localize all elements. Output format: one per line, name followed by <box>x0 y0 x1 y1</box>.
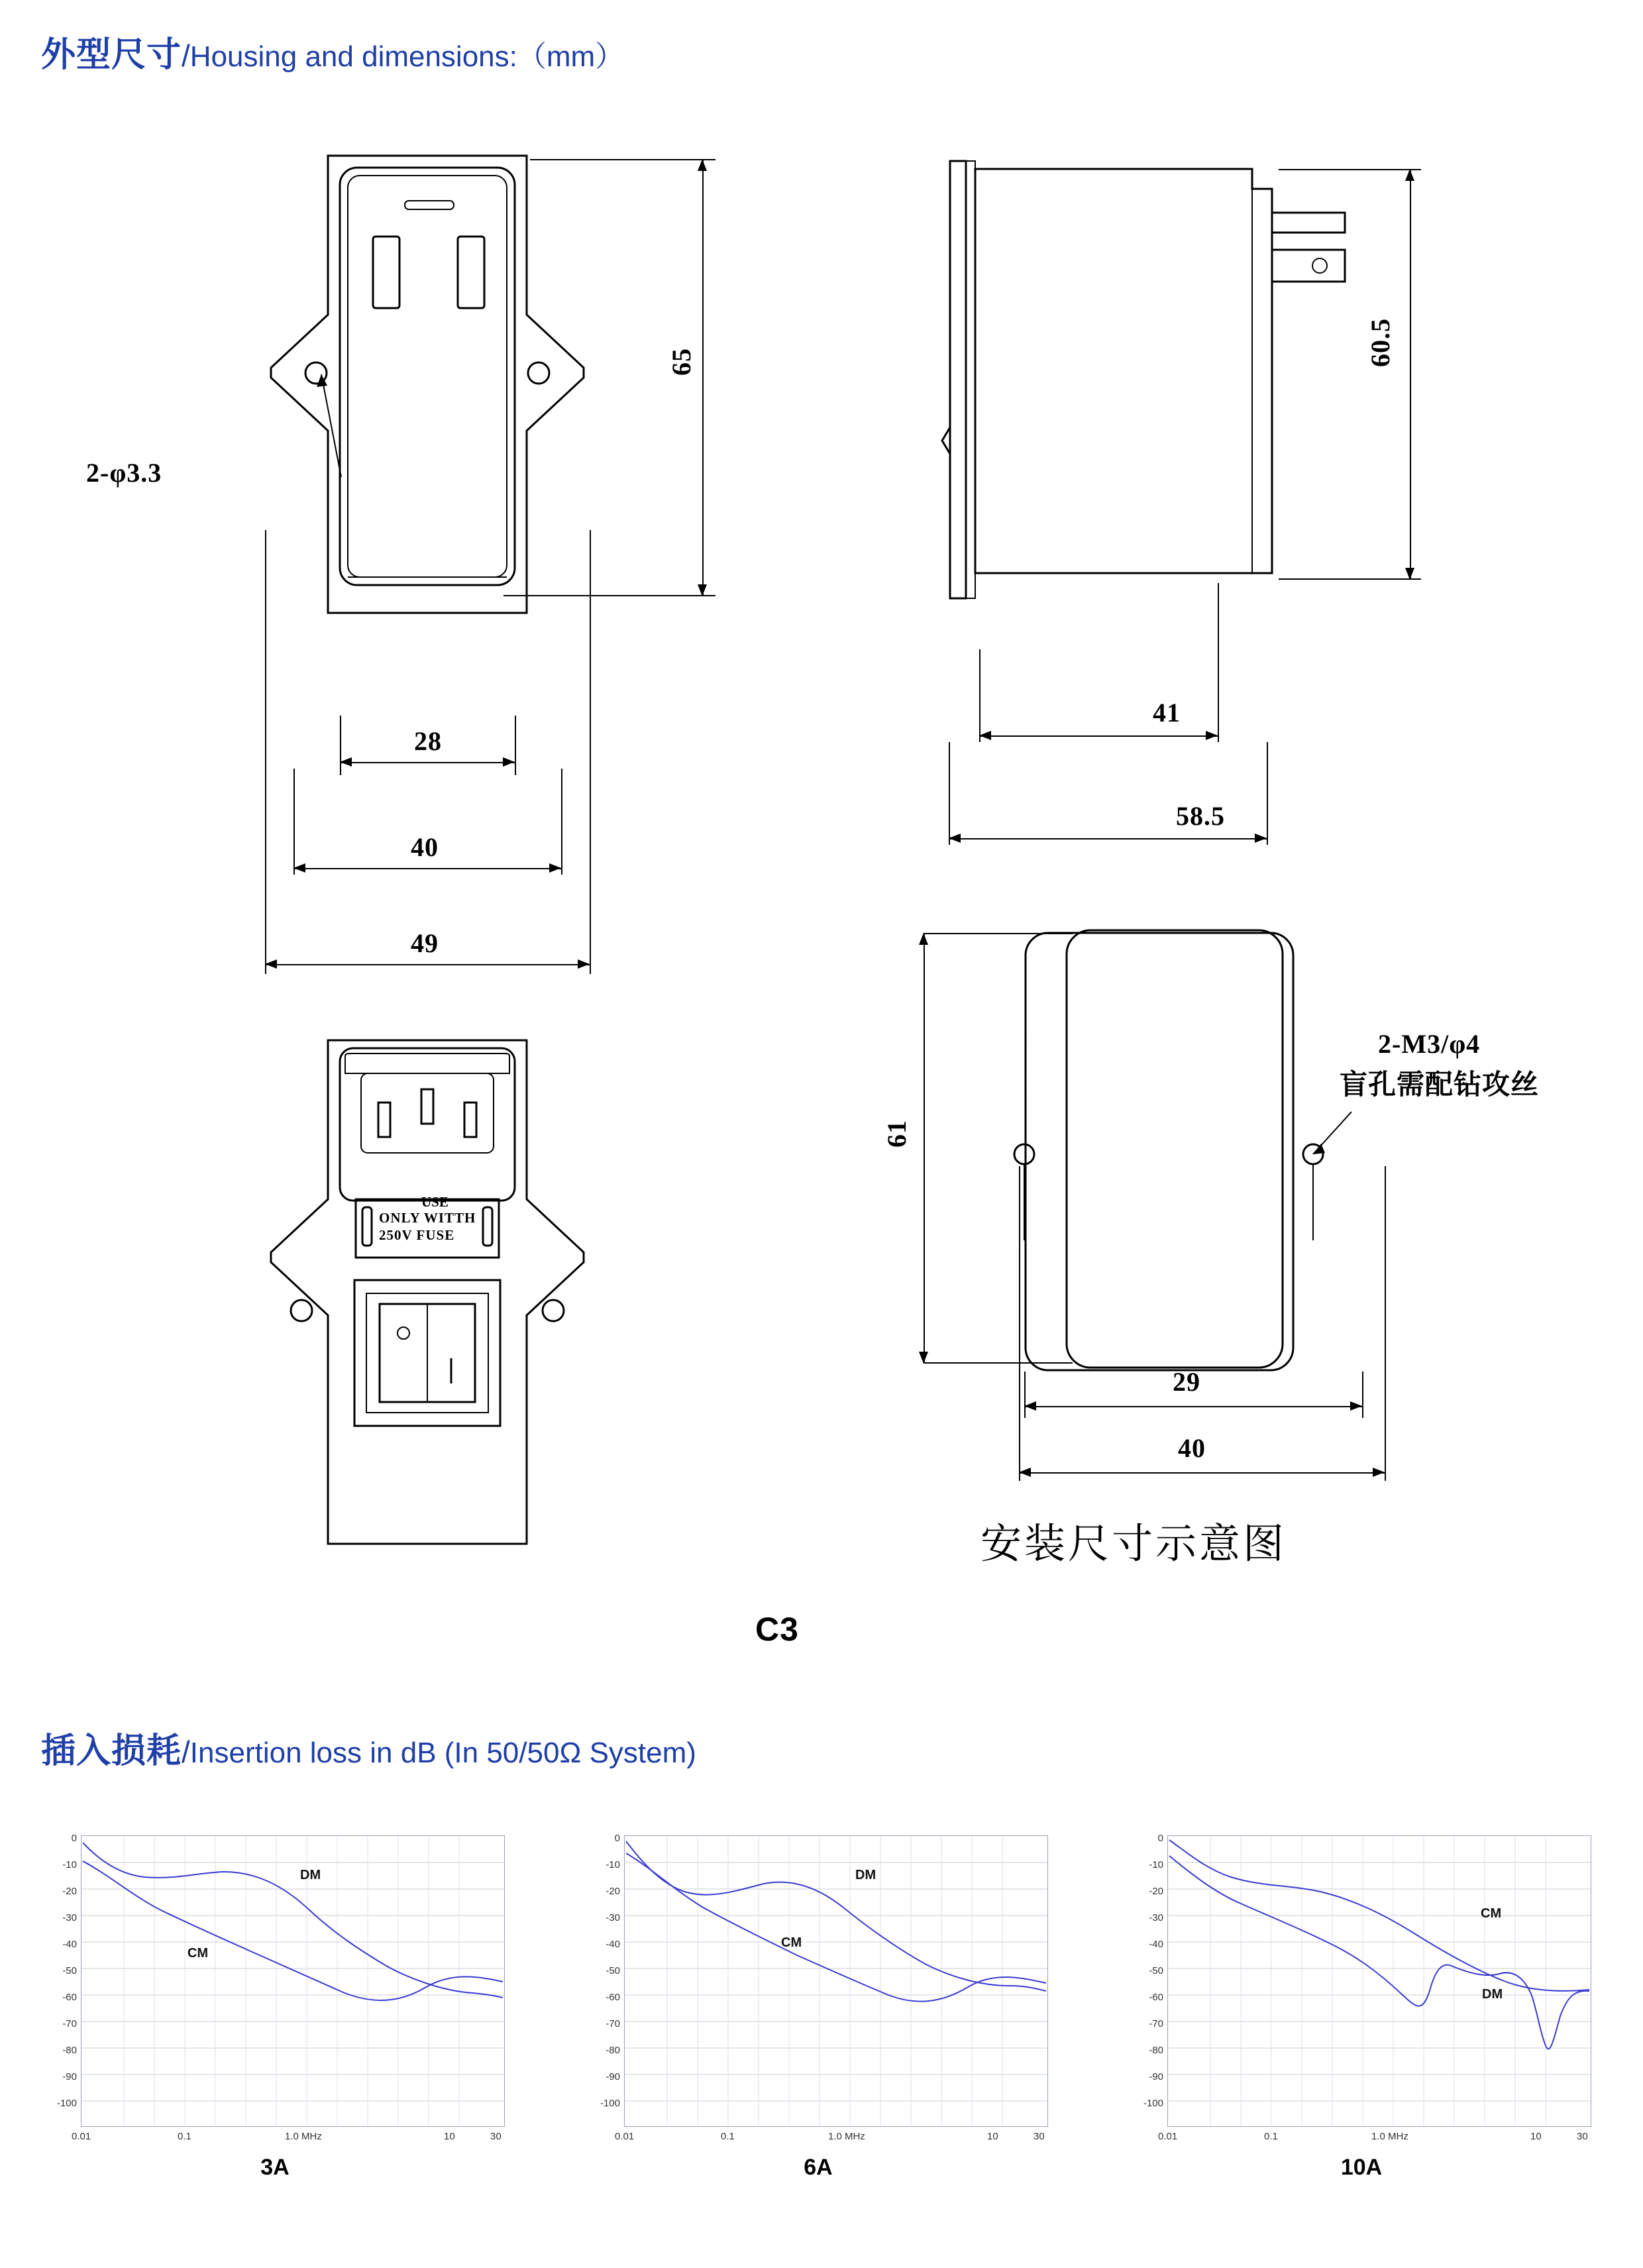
chart-series-label-dm-3a: DM <box>300 1868 321 1882</box>
fuse-label-line2: ONLY WITTH <box>379 1210 476 1226</box>
chart-xtick-1-10a: 0.1 <box>1264 2131 1278 2142</box>
chart-ytick-6-3a: -60 <box>62 1992 77 2003</box>
chart-ytick-2-10a: -20 <box>1149 1886 1163 1897</box>
chart-ytick-1-3a: -10 <box>62 1859 77 1870</box>
chart-ytick-2-3a: -20 <box>62 1886 77 1897</box>
chart-xtick-0-10a: 0.01 <box>1158 2131 1178 2142</box>
chart-ytick-7-3a: -70 <box>62 2018 77 2029</box>
chart-xtick-1-6a: 0.1 <box>721 2131 735 2142</box>
chart-caption-6a: 6A <box>804 2155 833 2180</box>
chart-xtick-2-6a: 1.0 MHz <box>828 2131 865 2142</box>
chart-ytick-7-6a: -70 <box>606 2018 620 2029</box>
chart-ytick-10-6a: -100 <box>600 2098 620 2109</box>
chart-ytick-10-3a: -100 <box>56 2098 77 2109</box>
side-view-dim-58-5: 58.5 <box>1176 801 1225 831</box>
chart-ytick-3-6a: -30 <box>606 1912 620 1923</box>
chart-ytick-9-6a: -90 <box>606 2071 620 2082</box>
chart-svg-10a <box>1168 1836 1591 2126</box>
mounting-note-line2: 盲孔需配钻攻丝 <box>1340 1070 1540 1101</box>
connector-face-outline <box>262 1034 593 1550</box>
chart-ytick-8-6a: -80 <box>606 2045 620 2056</box>
chart-ytick-3-10a: -30 <box>1149 1912 1163 1923</box>
chart-ytick-6-6a: -60 <box>606 1992 620 2003</box>
chart-xtick-3-3a: 10 <box>444 2131 455 2142</box>
section-heading-dimensions-sep: / <box>182 38 190 73</box>
chart-ytick-4-10a: -40 <box>1149 1939 1163 1950</box>
front-view-dim-65: 65 <box>666 348 696 376</box>
chart-ytick-8-3a: -80 <box>62 2045 77 2056</box>
mounting-dim-29: 29 <box>1173 1367 1200 1397</box>
front-view-dim-28: 28 <box>414 726 442 756</box>
chart-xtick-1-3a: 0.1 <box>178 2131 191 2142</box>
chart-xtick-4-3a: 30 <box>490 2131 502 2142</box>
chart-series-label-dm-6a: DM <box>855 1868 876 1882</box>
section-heading-loss-en: Insertion loss in dB (In 50/50Ω System) <box>189 1737 696 1769</box>
chart-plot-area-6a <box>624 1835 1048 2127</box>
mounting-dim-61: 61 <box>882 1120 912 1148</box>
chart-xtick-2-10a: 1.0 MHz <box>1371 2131 1408 2142</box>
chart-xtick-0-6a: 0.01 <box>615 2131 635 2142</box>
chart-xtick-2-3a: 1.0 MHz <box>285 2131 322 2142</box>
chart-xtick-4-6a: 30 <box>1034 2131 1045 2142</box>
chart-ytick-2-6a: -20 <box>606 1886 620 1897</box>
fuse-label-line3: 250V FUSE <box>379 1227 455 1243</box>
model-label: C3 <box>755 1611 799 1648</box>
fuse-label-line1: USE <box>421 1194 449 1210</box>
front-view-hole-note: 2-φ3.3 <box>86 458 162 488</box>
mounting-note-line1: 2-M3/φ4 <box>1378 1029 1481 1059</box>
section-heading-dimensions-en: Housing and dimensions:（mm） <box>189 40 625 73</box>
chart-ytick-1-10a: -10 <box>1149 1859 1163 1870</box>
chart-svg-6a <box>625 1836 1047 2126</box>
connector-face-view <box>262 1034 593 1511</box>
section-heading-loss-sep: / <box>182 1735 190 1769</box>
chart-svg-3a <box>81 1836 504 2126</box>
chart-ytick-10-10a: -100 <box>1143 2098 1163 2109</box>
chart-ytick-9-10a: -90 <box>1149 2071 1163 2082</box>
front-view-dim-49: 49 <box>411 928 439 958</box>
chart-ytick-4-3a: -40 <box>62 1939 77 1950</box>
mounting-dim-40: 40 <box>1178 1433 1206 1463</box>
chart-xtick-0-3a: 0.01 <box>72 2131 91 2142</box>
insertion-loss-chart-10a <box>1126 1829 1597 2180</box>
chart-plot-area-3a <box>81 1835 505 2127</box>
mounting-hole-markers <box>974 1100 1385 1246</box>
chart-ytick-3-3a: -30 <box>62 1912 77 1923</box>
front-view-hole-leader <box>199 358 351 484</box>
side-view-outline <box>941 149 1352 613</box>
insertion-loss-chart-3a <box>40 1829 510 2180</box>
section-heading-loss-cn: 插入损耗 <box>41 1732 182 1770</box>
chart-ytick-1-6a: -10 <box>606 1859 620 1870</box>
chart-xtick-4-10a: 30 <box>1577 2131 1588 2142</box>
side-view-drawing <box>941 149 1312 600</box>
chart-caption-3a: 3A <box>260 2155 290 2180</box>
chart-ytick-6-10a: -60 <box>1149 1992 1163 2003</box>
insertion-loss-chart-6a <box>583 1829 1053 2180</box>
chart-ytick-5-6a: -50 <box>606 1965 620 1976</box>
chart-ytick-0-6a: 0 <box>614 1833 620 1844</box>
chart-xtick-3-6a: 10 <box>987 2131 998 2142</box>
section-heading-dimensions-cn: 外型尺寸 <box>41 36 182 74</box>
chart-ytick-5-10a: -50 <box>1149 1965 1163 1976</box>
chart-ytick-7-10a: -70 <box>1149 2018 1163 2029</box>
chart-ytick-8-10a: -80 <box>1149 2045 1163 2056</box>
chart-series-label-dm-10a: DM <box>1482 1987 1503 2002</box>
chart-caption-10a: 10A <box>1340 2155 1383 2180</box>
section-heading-insertion-loss <box>41 1723 696 1772</box>
chart-series-label-cm-6a: CM <box>781 1935 802 1950</box>
chart-ytick-0-10a: 0 <box>1157 1833 1163 1844</box>
front-view-dim-40: 40 <box>411 832 439 862</box>
side-view-dim-41: 41 <box>1153 698 1181 728</box>
chart-series-label-cm-3a: CM <box>187 1946 209 1961</box>
install-diagram-caption: 安装尺寸示意图 <box>980 1521 1287 1567</box>
chart-ytick-9-3a: -90 <box>62 2071 77 2082</box>
chart-ytick-0-3a: 0 <box>71 1833 77 1844</box>
chart-xtick-3-10a: 10 <box>1530 2131 1542 2142</box>
chart-ytick-5-3a: -50 <box>62 1965 77 1976</box>
chart-series-label-cm-10a: CM <box>1481 1906 1502 1921</box>
chart-ytick-4-6a: -40 <box>606 1939 620 1950</box>
chart-plot-area-10a <box>1167 1835 1591 2127</box>
section-heading-dimensions <box>41 27 624 76</box>
side-view-dim-60-5: 60.5 <box>1365 318 1395 367</box>
